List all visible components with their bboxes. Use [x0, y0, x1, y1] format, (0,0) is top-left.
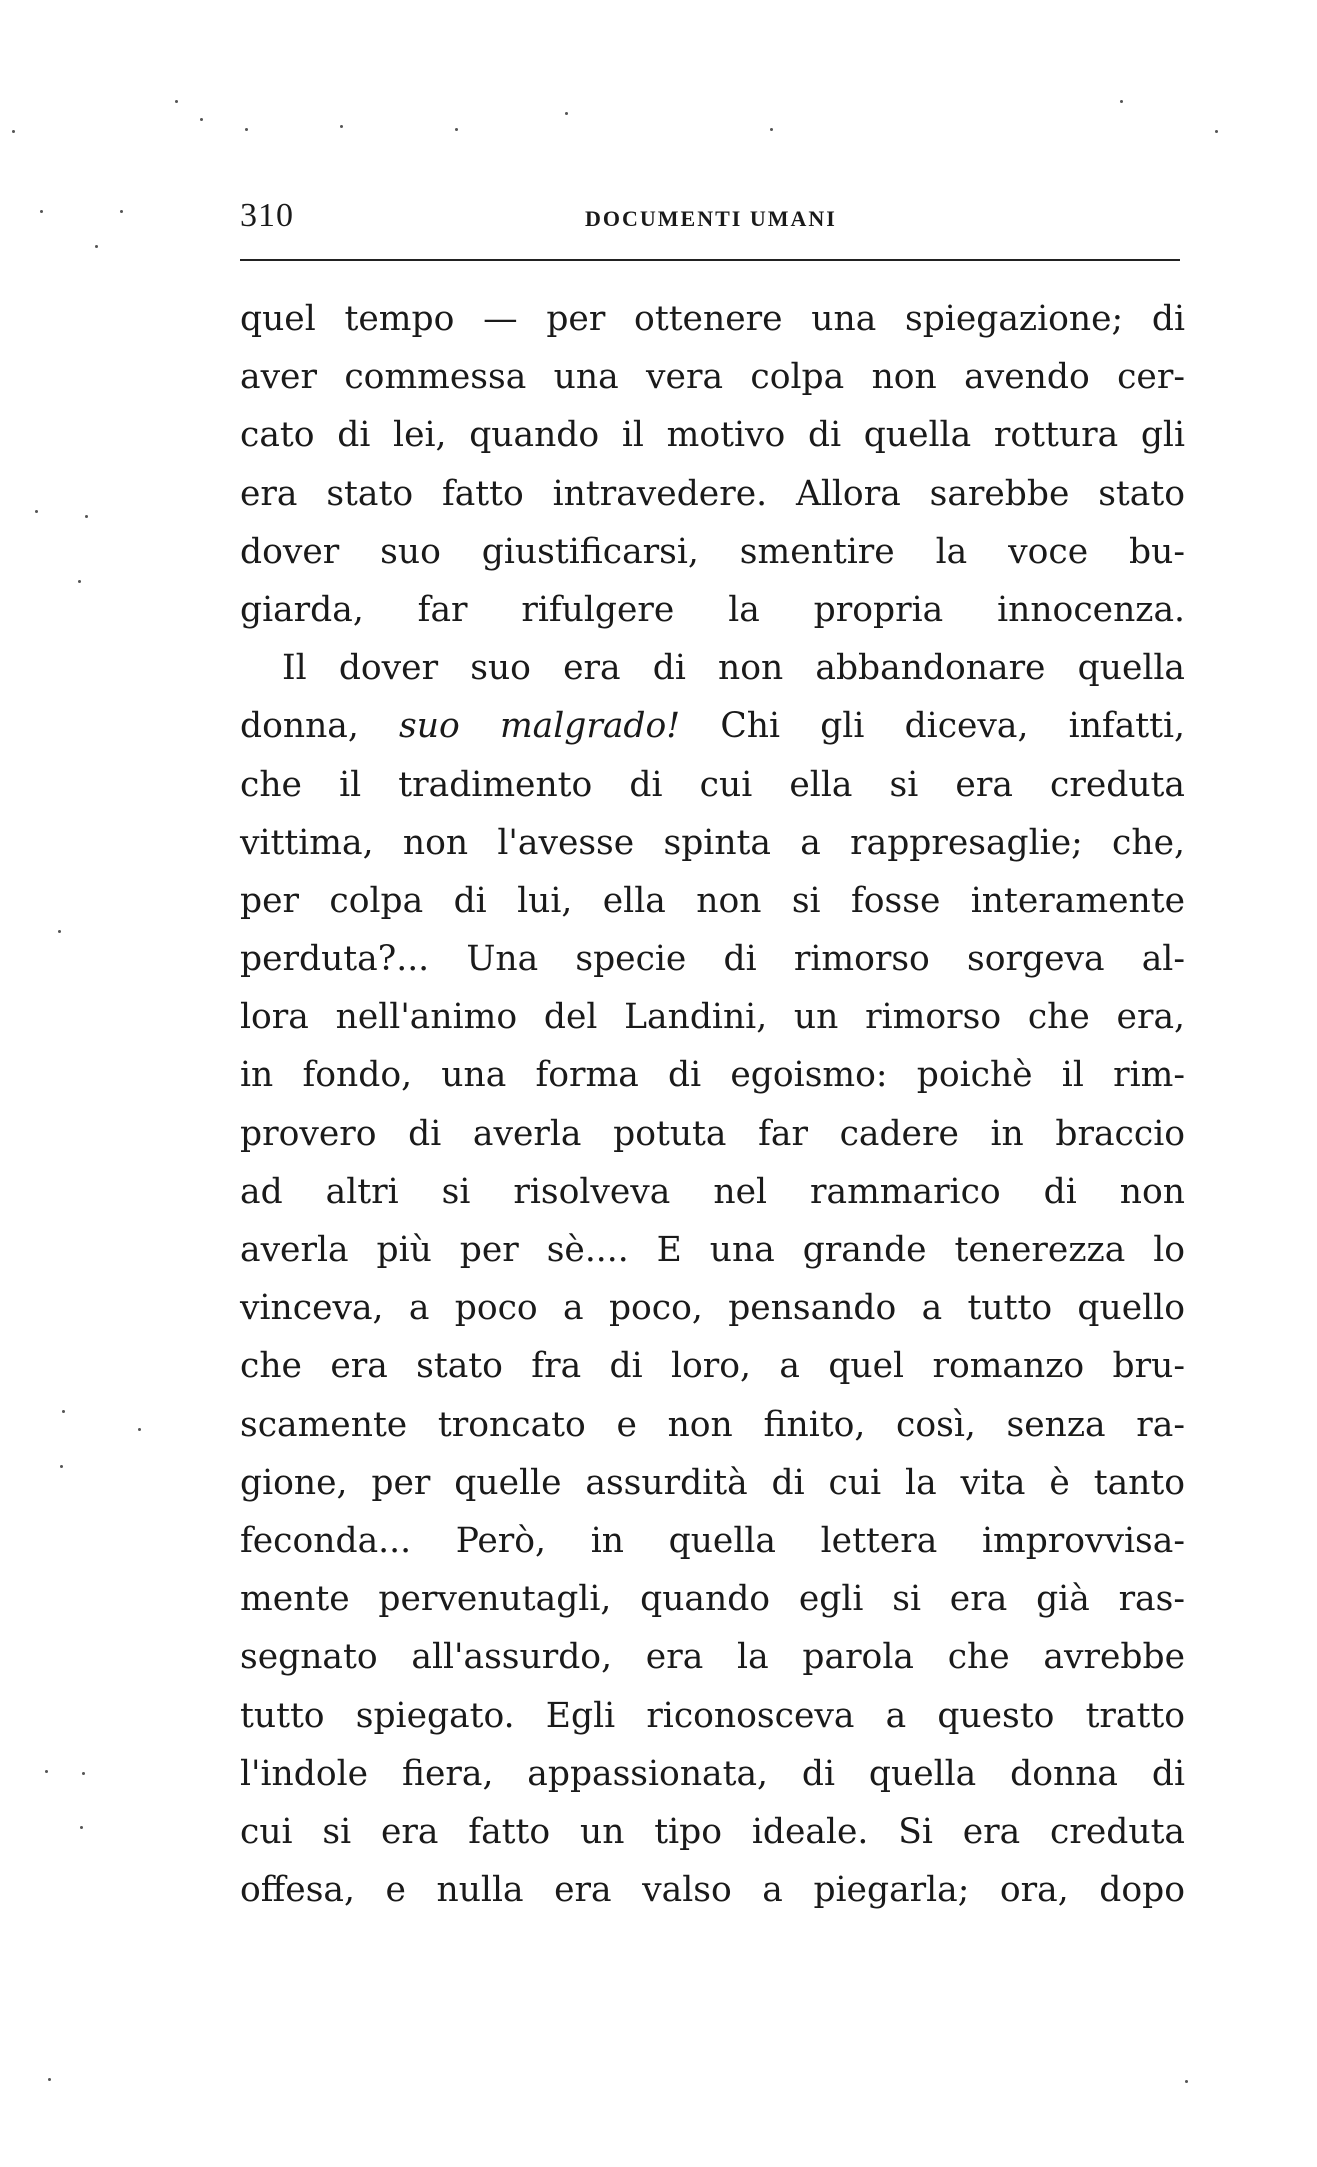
scan-speck	[78, 580, 81, 583]
text-line-content: gione, per quelle assurdità di cui la vita è tanto	[240, 1462, 1185, 1503]
text-line	[240, 290, 1185, 348]
scan-speck	[12, 130, 15, 133]
text-line	[240, 1628, 1185, 1686]
scan-speck	[62, 1410, 65, 1413]
text-line	[240, 756, 1185, 814]
text-line-content: scamente troncato e non finito, così, senza ra-	[240, 1404, 1185, 1445]
scan-speck	[138, 1428, 141, 1431]
scan-speck	[40, 210, 43, 213]
scan-speck	[58, 930, 61, 933]
text-line	[240, 1337, 1185, 1395]
text-line	[240, 1221, 1185, 1279]
text-line-content: in fondo, una forma di egoismo: poichè il rim-	[240, 1055, 1185, 1096]
text-line-content: offesa, e nulla era valso a piegarla; ora, dopo	[240, 1870, 1185, 1911]
text-line-content: era stato fatto intravedere. Allora sarebbe stato	[240, 473, 1185, 514]
text-line-content: che il tradimento di cui ella si era creduta	[240, 764, 1185, 805]
text-line-content: che era stato fra di loro, a quel romanzo bru-	[240, 1346, 1185, 1387]
text-line	[240, 1687, 1185, 1745]
text-line	[240, 872, 1185, 930]
text-line-content: provero di averla potuta far cadere in braccio	[240, 1113, 1185, 1154]
scan-speck	[245, 128, 248, 131]
text-line	[240, 581, 1185, 639]
running-title: DOCUMENTI UMANI	[585, 206, 837, 231]
scan-speck	[1120, 100, 1123, 103]
text-line	[240, 1570, 1185, 1628]
scan-speck	[60, 1465, 63, 1468]
scan-speck	[1215, 130, 1218, 133]
text-line	[240, 1396, 1185, 1454]
scan-speck	[200, 118, 203, 121]
text-line	[240, 1803, 1185, 1861]
scan-speck	[48, 2078, 51, 2081]
text-line-content: quel tempo — per ottenere una spiegazione; di	[240, 299, 1185, 339]
scan-speck	[35, 510, 38, 513]
text-line-content: aver commessa una vera colpa non avendo cer-	[240, 357, 1185, 398]
text-line	[240, 1861, 1185, 1919]
text-line	[240, 1105, 1185, 1163]
text-line	[240, 406, 1185, 464]
text-line	[240, 1512, 1185, 1570]
text-line	[240, 1163, 1185, 1221]
text-line	[240, 639, 1185, 697]
scan-speck	[175, 100, 178, 103]
text-line-content: dover suo giustificarsi, smentire la voce bu-	[240, 531, 1185, 572]
text-line-content: ad altri si risolveva nel rammarico di non	[240, 1171, 1185, 1212]
scan-speck	[565, 112, 568, 115]
text-line-content: lora nell'animo del Landini, un rimorso che era,	[240, 997, 1185, 1038]
text-line-content: perduta?... Una specie di rimorso sorgeva al-	[240, 939, 1185, 980]
text-line-content: giarda, far rifulgere la propria innocenza.	[240, 589, 1185, 630]
text-line	[240, 1046, 1185, 1104]
text-line-content: vittima, non l'avesse spinta a rappresaglie; che,	[240, 822, 1185, 863]
text-line	[240, 697, 1185, 755]
text-line	[240, 1454, 1185, 1512]
scan-speck	[770, 128, 773, 131]
text-line-content: Il dover suo era di non abbandonare quella	[282, 648, 1185, 689]
text-line	[240, 930, 1185, 988]
text-line	[240, 1279, 1185, 1337]
scan-speck	[85, 515, 88, 518]
scan-speck	[95, 245, 98, 248]
text-line-content: tutto spiegato. Egli riconosceva a questo tratto	[240, 1695, 1185, 1736]
text-line	[240, 465, 1185, 523]
scan-speck	[82, 1772, 85, 1775]
page-number: 310	[240, 197, 294, 234]
text-line-content: cato di lei, quando il motivo di quella rottura gli	[240, 415, 1185, 456]
text-line-content: donna,	[240, 706, 400, 747]
text-line-content: vinceva, a poco a poco, pensando a tutto quello	[240, 1288, 1185, 1329]
text-line-continuation: Chi gli diceva, infatti,	[680, 706, 1185, 747]
text-line	[240, 1745, 1185, 1803]
text-line-content: cui si era fatto un tipo ideale. Si era creduta	[240, 1811, 1185, 1852]
text-line	[240, 348, 1185, 406]
scan-speck	[120, 210, 123, 213]
text-line-content: segnato all'assurdo, era la parola che avrebbe	[240, 1637, 1185, 1678]
text-line-content: per colpa di lui, ella non si fosse interamente	[240, 880, 1185, 921]
text-line	[240, 988, 1185, 1046]
text-line	[240, 523, 1185, 581]
body-text	[240, 290, 1185, 1919]
text-line-content: mente pervenutagli, quando egli si era già ras-	[240, 1579, 1185, 1620]
text-line-content: feconda... Però, in quella lettera improvvisa-	[240, 1520, 1185, 1561]
italic-phrase: suo malgrado!	[399, 706, 681, 747]
header-rule	[240, 259, 1180, 261]
scan-speck	[45, 1770, 48, 1773]
text-line-content: averla più per sè.... E una grande tenerezza lo	[240, 1230, 1185, 1270]
page-header	[240, 196, 1180, 246]
text-line	[240, 814, 1185, 872]
scan-speck	[455, 128, 458, 131]
scan-speck	[80, 1826, 83, 1829]
text-line-content: l'indole fiera, appassionata, di quella donna di	[240, 1753, 1185, 1794]
scan-speck	[1185, 2080, 1188, 2083]
scan-speck	[340, 125, 343, 128]
